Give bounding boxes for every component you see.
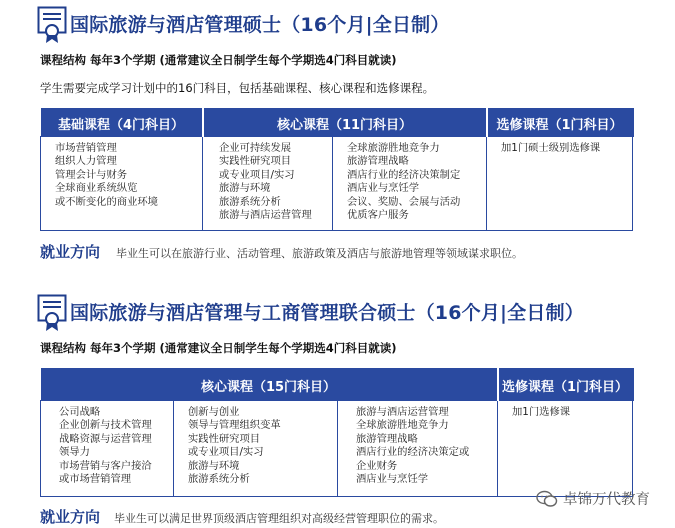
program1-career-label: 就业方向: [40, 243, 101, 261]
elective-course-list: [498, 401, 633, 497]
course-item: 旅游与酒店运营管理: [356, 406, 449, 418]
course-item: 或专业项目/实习: [219, 168, 295, 181]
course-item: 旅游与酒店运营管理: [219, 209, 312, 222]
program2-career-label: 就业方向: [40, 508, 101, 526]
core-course-list-3: [338, 401, 498, 497]
course-item: 全球旅游胜地竞争力: [356, 419, 449, 432]
course-item: 领导力: [59, 446, 90, 459]
course-item: 战略资源与运营管理: [59, 432, 152, 445]
course-item: 市场营销与客户接洽: [59, 459, 152, 472]
course-item: 酒店业与烹饪学: [356, 473, 429, 486]
course-item: 或专业项目/实习: [188, 446, 264, 459]
course-item: 实践性研究项目: [188, 432, 261, 445]
course-item: 酒店行业的经济决策定或: [356, 446, 470, 459]
course-item: 优质客户服务: [347, 209, 409, 222]
course-item: 加1门选修课: [512, 406, 571, 418]
program1-description: 学生需要完成学习计划中的16门科目，包括基础课程、核心课程和选修课程。: [40, 81, 435, 95]
course-item: 创新与创业: [188, 406, 240, 418]
course-item: 酒店业与烹饪学: [347, 182, 420, 195]
course-item: 全球旅游胜地竞争力: [347, 142, 440, 154]
program1-title: 国际旅游与酒店管理硕士（16个月|全日制）: [70, 14, 450, 36]
course-item: 企业可持续发展: [219, 142, 292, 154]
elective-course-list: [487, 137, 633, 231]
core-course-list-2: [333, 137, 487, 231]
course-item: 或不断变化的商业环境: [55, 195, 158, 208]
course-item: 企业创新与技术管理: [59, 419, 152, 432]
program2-career-text: 毕业生可以满足世界顶级酒店管理组织对高级经营管理职位的需求。: [114, 512, 444, 525]
course-item: 酒店行业的经济决策制定: [347, 168, 461, 181]
course-item: 旅游管理战略: [356, 432, 418, 445]
core-course-list-1: [203, 137, 333, 231]
course-item: 组织人力管理: [55, 155, 117, 168]
course-item: 领导与管理组织变革: [188, 419, 281, 432]
course-item: 旅游与环境: [188, 459, 240, 472]
course-item: 或市场营销管理: [59, 473, 132, 486]
course-item: 加1门硕士级别选修课: [501, 142, 601, 154]
program1-career-text: 毕业生可以在旅游行业、活动管理、旅游政策及酒店与旅游地管理等领域谋求职位。: [116, 247, 523, 260]
certificate-icon: [37, 294, 67, 332]
course-item: 旅游与环境: [219, 182, 271, 195]
program2-structure: 课程结构 每年3个学期 (通常建议全日制学生每个学期选4门科目就读): [40, 341, 397, 355]
watermark-text: 卓锦万代教育: [563, 492, 650, 508]
header-elective-courses: 选修课程（1门科目）: [498, 369, 633, 401]
core-course-list-2: [174, 401, 338, 497]
course-item: 旅游管理战略: [347, 155, 409, 168]
header-elective-courses: 选修课程（1门科目）: [487, 109, 633, 137]
course-item: 会议、奖励、会展与活动: [347, 195, 461, 208]
program1-course-table: [40, 108, 634, 231]
core-course-list-1: [41, 401, 174, 497]
header-basic-courses: 基础课程（4门科目）: [41, 109, 203, 137]
course-item: 实践性研究项目: [219, 155, 292, 168]
program2-title: 国际旅游与酒店管理与工商管理联合硕士（16个月|全日制）: [70, 302, 584, 324]
course-item: 旅游系统分析: [219, 195, 281, 208]
wechat-icon: [536, 490, 558, 508]
header-core-courses: 核心课程（15门科目）: [41, 369, 498, 401]
header-core-courses: 核心课程（11门科目）: [203, 109, 487, 137]
course-item: 市场营销管理: [55, 142, 117, 154]
course-item: 全球商业系统纵览: [55, 182, 138, 195]
course-item: 旅游系统分析: [188, 473, 250, 486]
program1-structure: 课程结构 每年3个学期 (通常建议全日制学生每个学期选4门科目就读): [40, 53, 397, 67]
course-item: 公司战略: [59, 406, 101, 418]
course-item: 企业财务: [356, 459, 398, 472]
program2-course-table: [40, 368, 634, 497]
certificate-icon: [37, 6, 67, 44]
course-item: 管理会计与财务: [55, 168, 128, 181]
wechat-watermark: [536, 488, 650, 509]
basic-course-list: [41, 137, 203, 231]
